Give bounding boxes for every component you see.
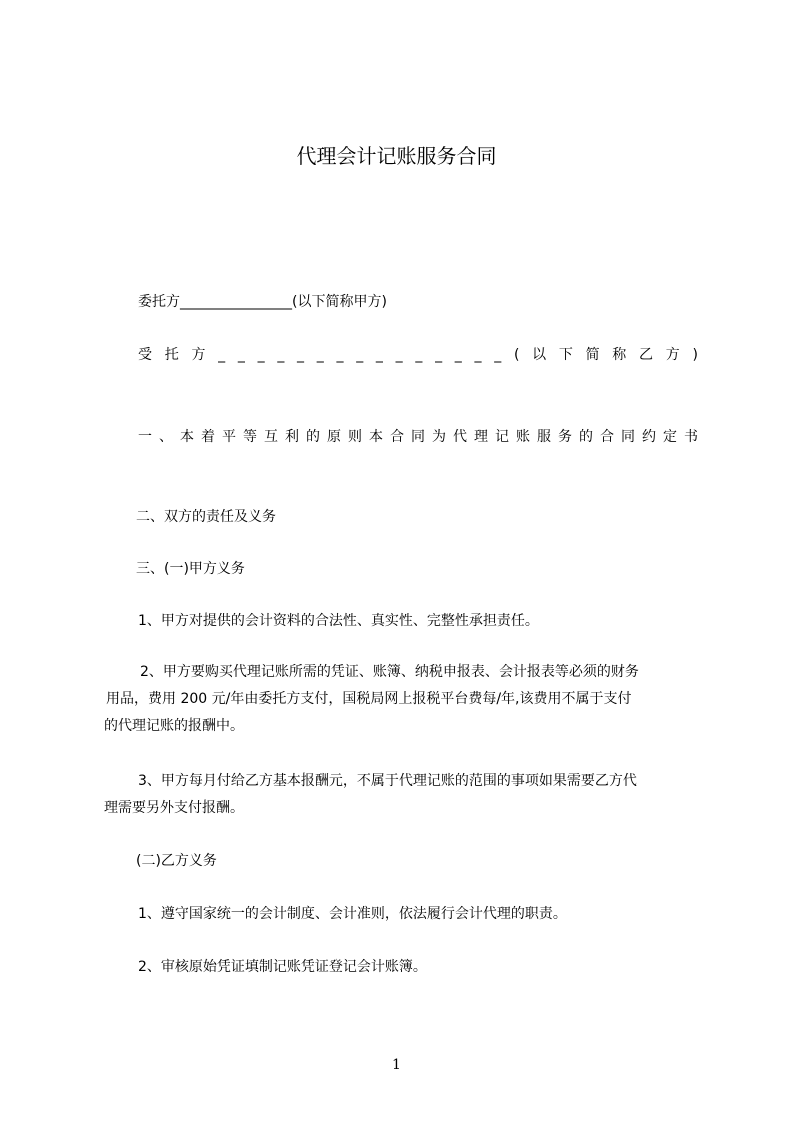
clause-1-char: 书	[684, 429, 698, 445]
party-a-obligation-1: 1、甲方对提供的会计资料的合法性、真实性、完整性承担责任。	[138, 613, 539, 629]
section-2-heading: 二、双方的责任及义务	[136, 509, 276, 525]
clause-1-char: 的	[306, 429, 320, 445]
party-b-char: 乙	[639, 347, 653, 363]
party-a-obligation-2-line-2: 用品，费用 200 元/年由委托方支付，国税局网上报税平台费每/年,该费用不属于支付	[106, 691, 632, 707]
party-b-obligation-2: 2、审核原始凭证填制记账凭证登记会计账簿。	[138, 959, 427, 975]
party-b-line	[138, 346, 698, 364]
section-b-heading: (二)乙方义务	[136, 853, 217, 869]
clause-1-char: 平	[222, 429, 236, 445]
section-3-heading: 三、(一)甲方义务	[136, 561, 245, 577]
clause-1-char: 的	[579, 429, 593, 445]
party-b-char: _	[297, 347, 305, 363]
party-b-char: _	[415, 347, 423, 363]
party-a-obligation-3-line-2: 理需要另外支付报酬。	[104, 800, 244, 816]
party-b-char: _	[435, 347, 443, 363]
clause-1-char: 合	[600, 429, 614, 445]
party-a-obligation-3	[0, 772, 708, 822]
clause-1-char: 服	[537, 429, 551, 445]
clause-1-char: 同	[411, 429, 425, 445]
party-b-char: _	[218, 347, 226, 363]
clause-1-char: 着	[201, 429, 215, 445]
party-b-char: 下	[558, 347, 573, 363]
clause-1-char: 理	[474, 429, 488, 445]
party-b-char: 简	[585, 347, 600, 363]
clause-1-char: 约	[642, 429, 656, 445]
party-b-char: _	[237, 347, 245, 363]
document-title: 代理会计记账服务合同	[296, 144, 497, 168]
party-b-char: 称	[612, 347, 627, 363]
party-b-char: _	[474, 347, 482, 363]
party-b-char: _	[277, 347, 285, 363]
party-b-char: 以	[532, 347, 547, 363]
party-b-char: 方	[665, 347, 680, 363]
clause-1-char: 代	[453, 429, 467, 445]
party-b-char: _	[395, 347, 403, 363]
party-b-char: _	[494, 347, 502, 363]
clause-1-char: 记	[495, 429, 509, 445]
party-b-char: )	[692, 347, 698, 363]
clause-1-char: 合	[390, 429, 404, 445]
party-b-char: 受	[138, 347, 152, 363]
party-a-obligation-2-line-3: 的代理记账的报酬中。	[104, 718, 244, 734]
clause-1-char: 、	[159, 429, 173, 445]
party-a-obligation-2-line-1: 2、甲方要购买代理记账所需的凭证、账簿、纳税申报表、会计报表等必须的财务	[140, 664, 639, 680]
clause-1-char: 务	[558, 429, 572, 445]
party-b-char: _	[336, 347, 344, 363]
party-b-char: 方	[191, 347, 206, 363]
party-b-char: _	[375, 347, 383, 363]
party-b-char: (	[513, 347, 520, 363]
party-b-char: _	[454, 347, 462, 363]
clause-1-char: 一	[138, 429, 152, 445]
clause-1-char: 为	[432, 429, 446, 445]
party-b-char: _	[316, 347, 324, 363]
party-b-char: 托	[164, 347, 179, 363]
party-a-obligation-2	[0, 663, 708, 739]
clause-1-char: 同	[621, 429, 635, 445]
clause-1-char: 账	[516, 429, 530, 445]
page-number: 1	[392, 1057, 401, 1073]
clause-1-char: 定	[663, 429, 677, 445]
clause-1-char: 则	[348, 429, 362, 445]
clause-1-char: 互	[264, 429, 278, 445]
clause-1-char: 利	[285, 429, 299, 445]
party-b-obligation-1: 1、遵守国家统一的会计制度、会计准则，依法履行会计代理的职责。	[138, 906, 567, 922]
clause-1-char: 原	[327, 429, 341, 445]
clause-1-char: 本	[369, 429, 383, 445]
clause-1-char: 本	[180, 429, 194, 445]
clause-1-char: 等	[243, 429, 257, 445]
party-a-obligation-3-line-1: 3、甲方每月付给乙方基本报酬元，不属于代理记账的范围的事项如果需要乙方代	[138, 773, 637, 789]
party-b-char: _	[356, 347, 364, 363]
clause-1-line	[138, 428, 698, 446]
party-a-line: 委托方________________(以下简称甲方)	[138, 294, 387, 310]
party-b-char: _	[257, 347, 265, 363]
